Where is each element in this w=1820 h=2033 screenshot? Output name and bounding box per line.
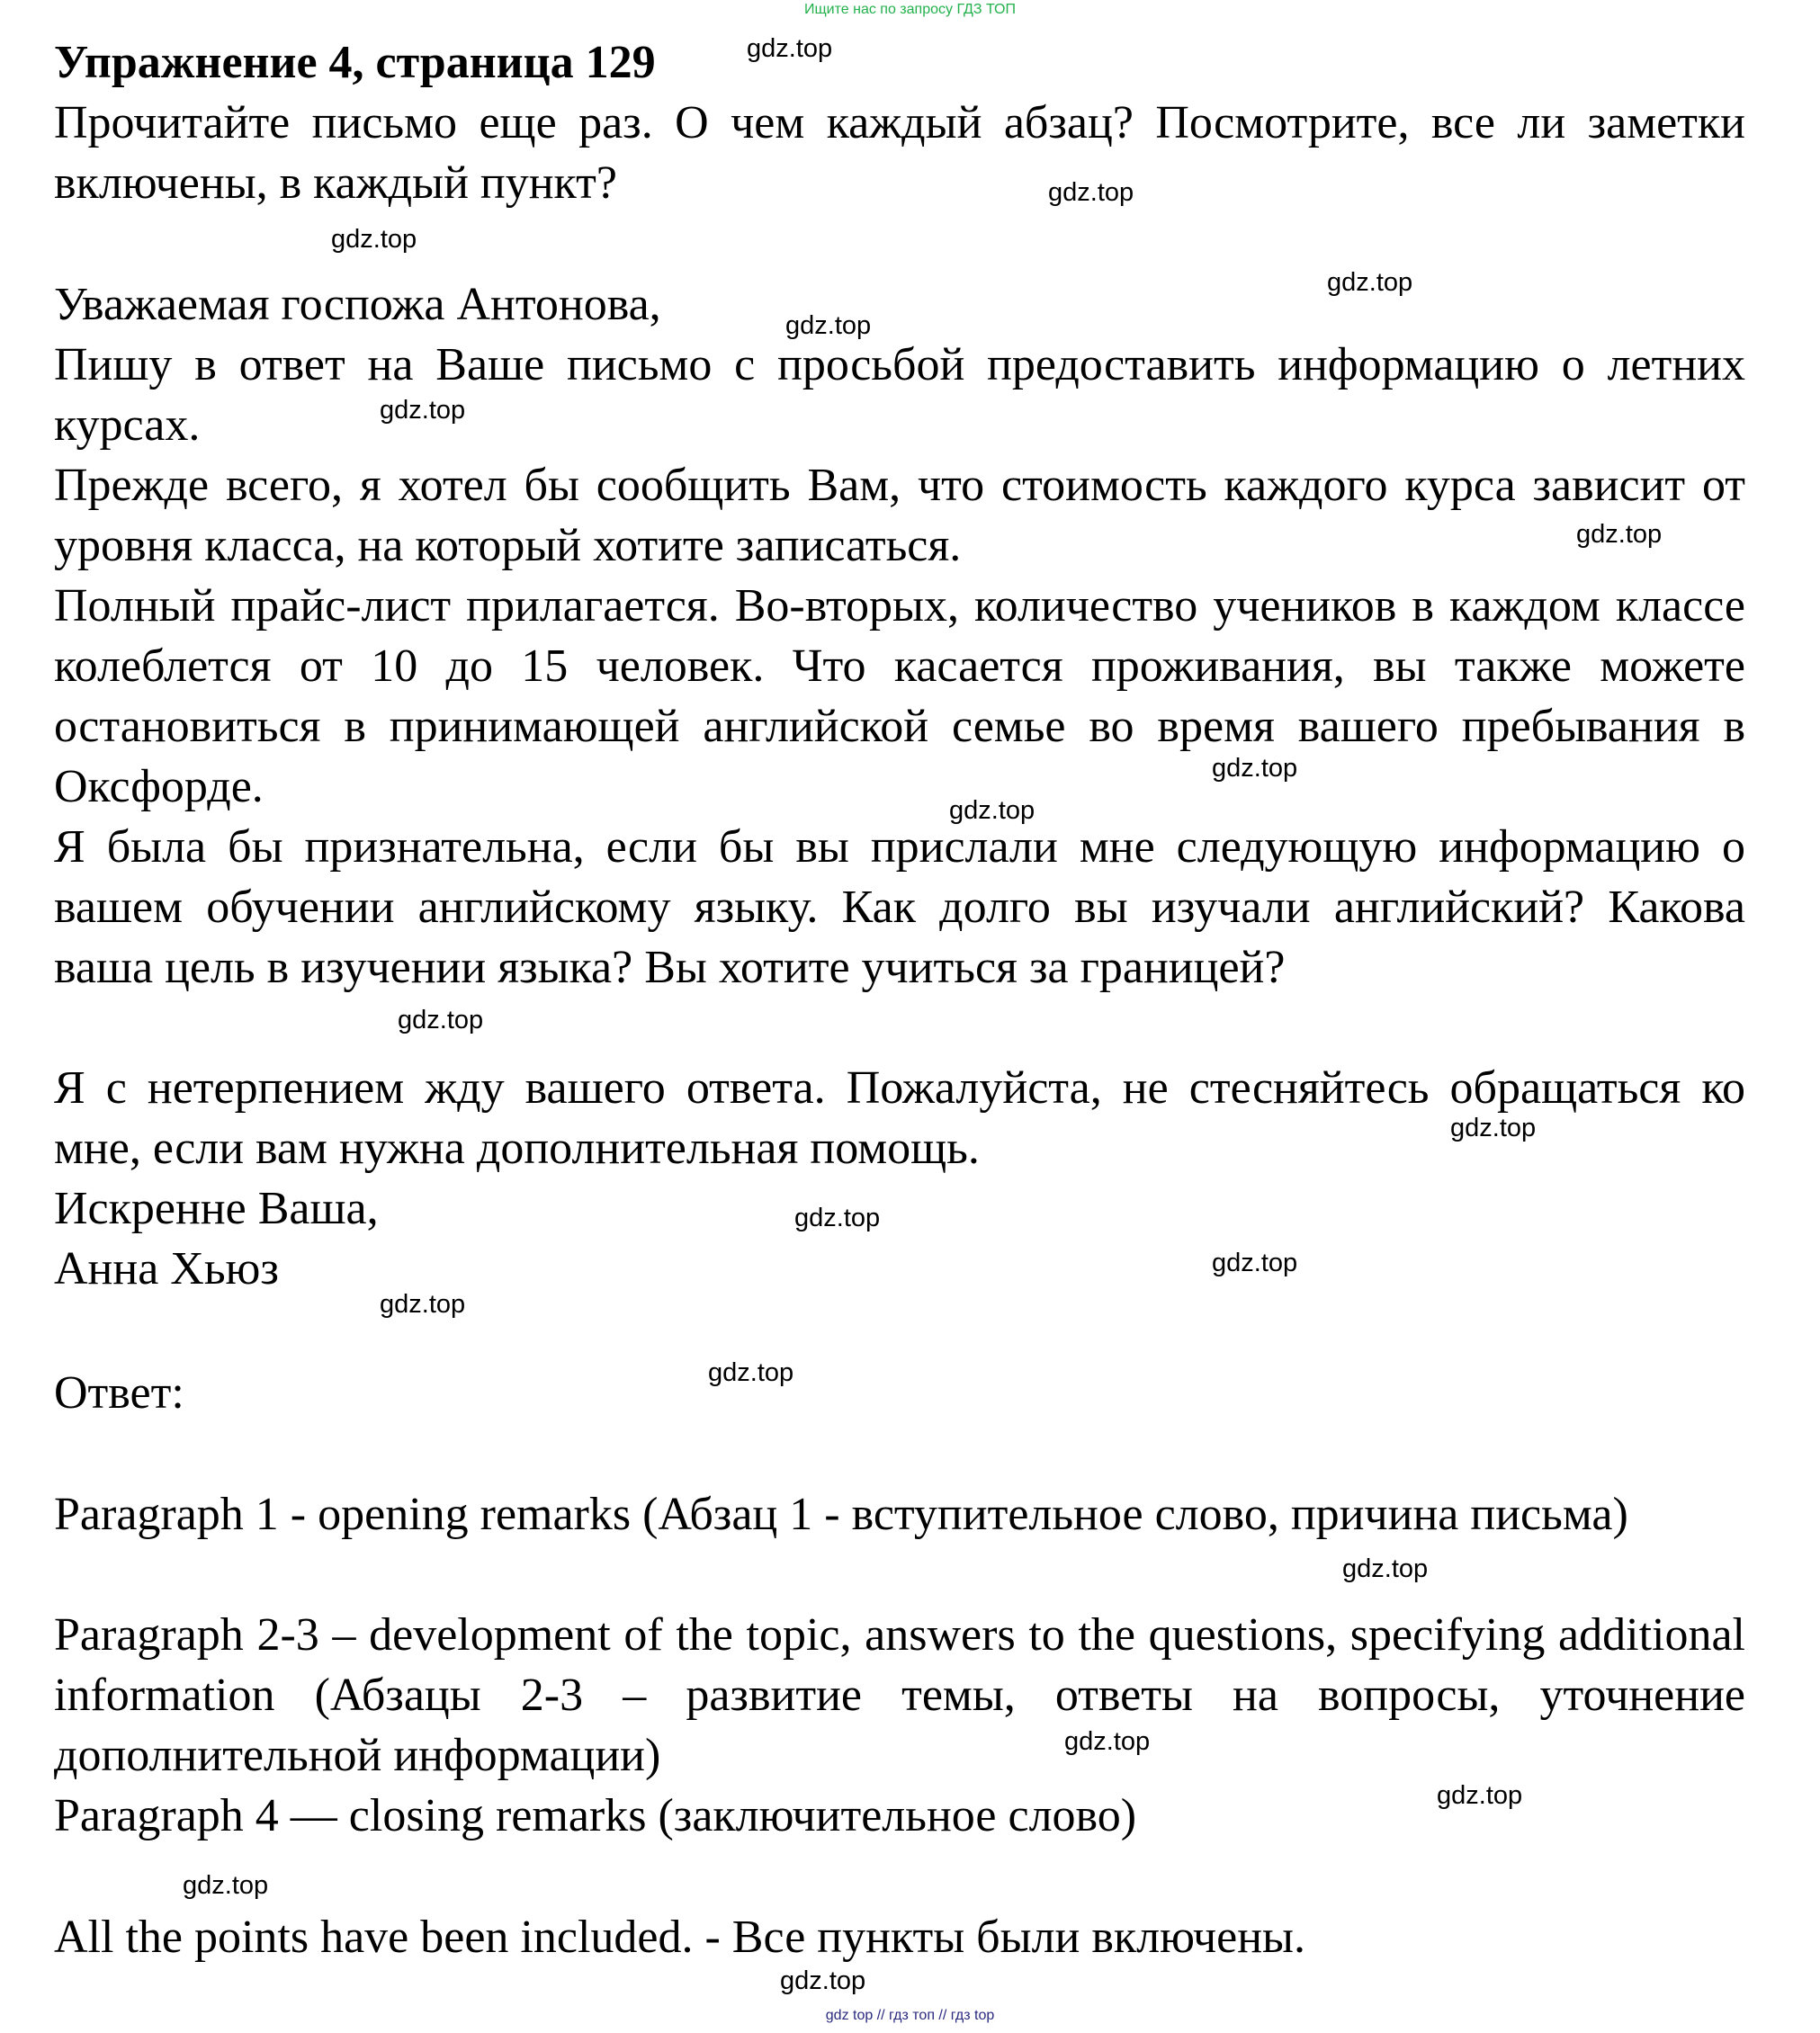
top-banner: Ищите нас по запросу ГДЗ ТОП — [804, 2, 1016, 17]
watermark: gdz.top — [183, 1871, 269, 1900]
task-text: Прочитайте письмо еще раз. О чем каждый абзац? Посмотрите, все ли заметки включены, в каждый пункт? — [54, 97, 1745, 209]
watermark: gdz.top — [331, 225, 417, 254]
watermark: gdz.top — [708, 1358, 794, 1387]
watermark: gdz.top — [747, 34, 833, 63]
answer-paragraph-3: Paragraph 4 — closing remarks (заключительное слово) — [54, 1790, 1137, 1841]
letter-paragraph-3: Полный прайс-лист прилагается. Во-вторых, количество учеников в каждом классе колеблется от 10 до 15 человек. Что касается проживания, вы также можете остановиться в принимающей английской семье во время вашего пребывания в Оксфорде. — [54, 580, 1745, 812]
watermark: gdz.top — [949, 796, 1036, 825]
watermark: gdz.top — [794, 1204, 881, 1232]
watermark: gdz.top — [380, 396, 466, 425]
watermark: gdz.top — [1342, 1554, 1429, 1583]
watermark: gdz.top — [1048, 178, 1134, 207]
letter-paragraph-5: Я с нетерпением жду вашего ответа. Пожалуйста, не стесняйтесь обращаться ко мне, если вам нужна дополнительная помощь. — [54, 1062, 1745, 1174]
watermark: gdz.top — [398, 1006, 484, 1034]
page-title: Упражнение 4, страница 129 — [54, 37, 656, 88]
watermark: gdz.top — [780, 1966, 866, 1995]
letter-closing: Искренне Ваша, — [54, 1183, 379, 1234]
answer-conclusion: All the points have been included. - Все пункты были включены. — [54, 1912, 1305, 1963]
letter-signature: Анна Хьюз — [54, 1243, 279, 1294]
answer-label: Ответ: — [54, 1367, 184, 1419]
watermark: gdz.top — [1212, 754, 1298, 783]
letter-paragraph-4: Я была бы признательна, если бы вы прислали мне следующую информацию о вашем обучении английскому языку. Как долго вы изучали английский? Какова ваша цель в изучении языка? Вы хотите учиться за границей? — [54, 821, 1745, 993]
watermark: gdz.top — [380, 1290, 466, 1319]
watermark: gdz.top — [1064, 1727, 1151, 1756]
watermark: gdz.top — [1437, 1781, 1523, 1810]
answer-paragraph-1: Paragraph 1 - opening remarks (Абзац 1 - вступительное слово, причина письма) — [54, 1489, 1628, 1540]
bottom-banner: gdz top // гдз топ // гдз top — [825, 2008, 995, 2023]
watermark: gdz.top — [785, 311, 872, 340]
watermark: gdz.top — [1212, 1249, 1298, 1277]
watermark: gdz.top — [1327, 268, 1413, 297]
letter-paragraph-2: Прежде всего, я хотел бы сообщить Вам, что стоимость каждого курса зависит от уровня класса, на который хотите записаться. — [54, 460, 1745, 571]
watermark: gdz.top — [1576, 520, 1663, 549]
letter-greeting: Уважаемая госпожа Антонова, — [54, 279, 661, 330]
answer-paragraph-2: Paragraph 2-3 – development of the topic, answers to the questions, specifying additional information (Абзацы 2-3 – развитие темы, ответы на вопросы, уточнение дополнительной информации) — [54, 1609, 1745, 1781]
letter-paragraph-1: Пишу в ответ на Ваше письмо с просьбой предоставить информацию о летних курсах. — [54, 339, 1745, 451]
watermark: gdz.top — [1450, 1114, 1537, 1142]
